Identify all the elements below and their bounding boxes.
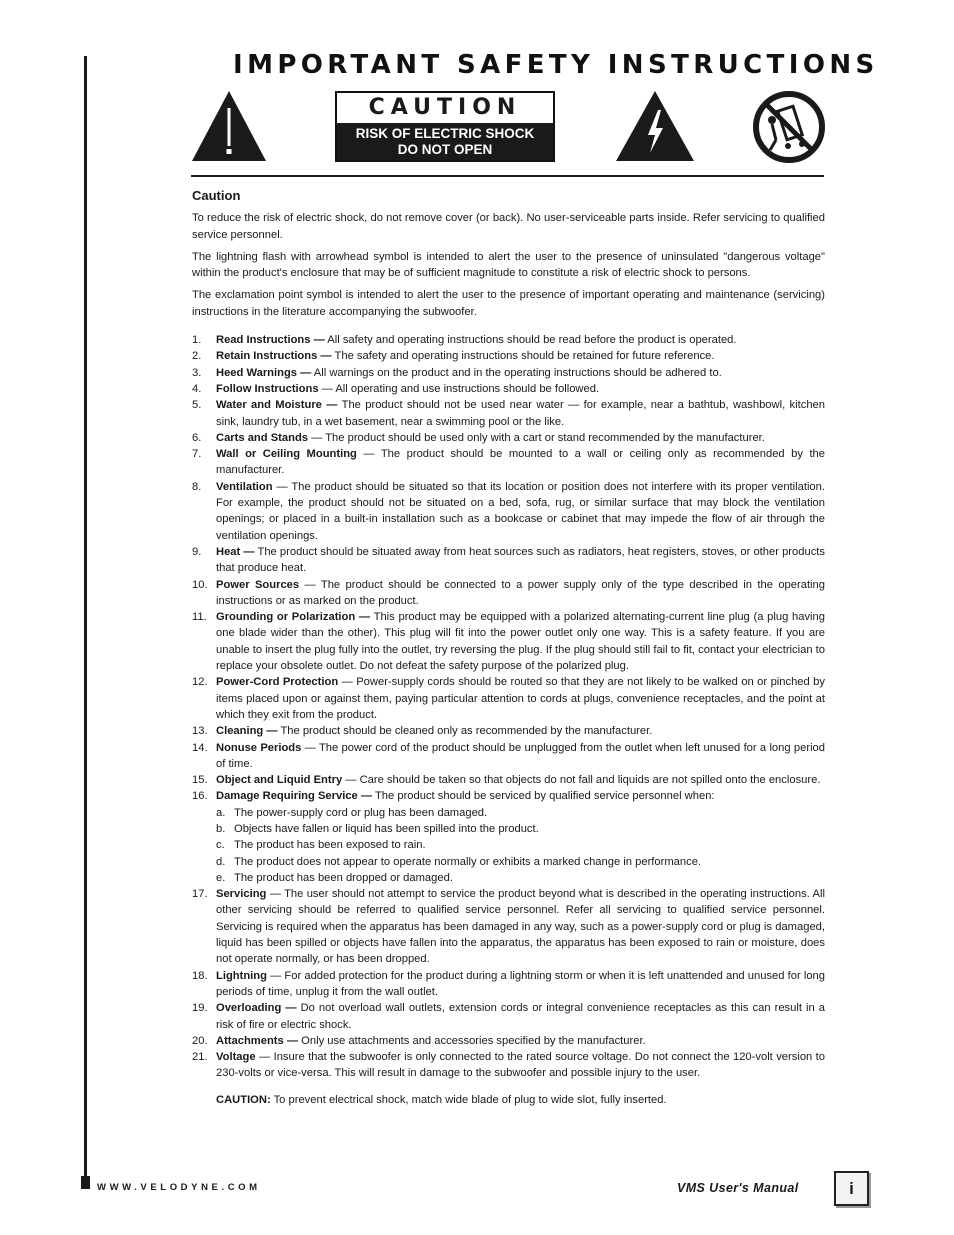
- item-text: — The product should be connected to a power supply only of the type described in the operating instructions or as marked on the product.: [216, 578, 825, 607]
- instruction-item: [192, 772, 825, 788]
- instruction-item: [192, 886, 825, 967]
- sub-item: [216, 854, 825, 870]
- item-title: Lightning: [216, 969, 267, 982]
- sub-item-letter: e.: [216, 871, 226, 884]
- instruction-item: [192, 430, 825, 446]
- item-text: All warnings on the product and in the operating instructions should be adhered to.: [311, 366, 722, 379]
- item-text: Do not overload wall outlets, extension cords or integral convenience receptacles as this can result in a risk of fire or electric shock.: [216, 1002, 825, 1031]
- item-text: The product should be situated away from heat sources such as radiators, heat registers, stoves, or other products that produce heat.: [216, 545, 825, 575]
- instruction-item: [192, 1033, 825, 1049]
- item-title: Heat —: [216, 545, 255, 558]
- damage-sublist: [216, 805, 825, 886]
- final-caution-label: CAUTION:: [216, 1093, 271, 1106]
- item-title: Grounding or Polarization —: [216, 611, 371, 624]
- instruction-item: [192, 577, 825, 610]
- item-text: — The product should be used only with a cart or stand recommended by the manufacturer.: [308, 431, 765, 444]
- instruction-item: [192, 397, 825, 430]
- item-title: Nonuse Periods: [216, 741, 302, 754]
- item-title: Wall or Ceiling Mounting: [216, 448, 357, 461]
- instruction-item: [192, 365, 825, 381]
- item-title: Servicing: [216, 888, 267, 901]
- final-caution-text: To prevent electrical shock, match wide blade of plug to wide slot, fully inserted.: [270, 1093, 667, 1106]
- caution-paragraph: To reduce the risk of electric shock, do not remove cover (or back). No user-serviceable parts inside. Refer servicing to qualified service personnel.: [192, 212, 825, 241]
- item-title: Carts and Stands: [216, 431, 309, 444]
- instruction-item: [192, 479, 825, 544]
- item-number: 10.: [192, 578, 208, 591]
- instruction-item: [192, 1000, 825, 1033]
- header-divider: [191, 175, 824, 177]
- item-text: — For added protection for the product during a lightning storm or when it is left unattended and unused for long periods of time, unplug it from the wall outlet.: [216, 969, 825, 998]
- item-title: Follow Instructions: [216, 382, 319, 395]
- item-title: Retain Instructions —: [216, 350, 332, 363]
- caution-paragraph: The lightning flash with arrowhead symbol is intended to alert the user to the presence of uninsulated "dangerous voltage" within the product's enclosure that may be of sufficient magnitude to constitute a risk of electric shock to persons.: [192, 250, 825, 280]
- sub-item-text: The product has been exposed to rain.: [234, 839, 426, 852]
- main-content: [192, 188, 825, 1108]
- item-title: Damage Requiring Service —: [216, 790, 373, 803]
- item-title: Cleaning —: [216, 725, 278, 738]
- item-text: The product should be cleaned only as recommended by the manufacturer.: [277, 725, 653, 738]
- page-title: IMPORTANT SAFETY INSTRUCTIONS: [233, 50, 879, 80]
- item-title: Power-Cord Protection: [216, 676, 339, 689]
- footer-manual-title: VMS User's Manual: [677, 1181, 799, 1195]
- item-text: All safety and operating instructions should be read before the product is operated.: [324, 334, 737, 347]
- instruction-item: [192, 332, 825, 348]
- item-number: 1.: [192, 334, 202, 347]
- caution-line-1: RISK OF ELECTRIC SHOCK: [355, 126, 535, 141]
- item-number: 14.: [192, 741, 208, 754]
- item-text: This product may be equipped with a polarized alternating-current line plug (a plug having one blade wider than the other). This plug will fit into the power outlet only one way. This is a safety feature. If you are unable to insert the plug fully into the outlet, try reversing the plug. If the plug should still fail to fit, contact your electrician to replace your obsolete outlet. Do not defeat the safety purpose of the polarized plug.: [216, 611, 825, 673]
- cart-tipover-icon: [752, 90, 826, 164]
- item-text: — Care should be taken so that objects do not fall and liquids are not spilled onto the enclosure.: [342, 774, 821, 787]
- item-text: The product should not be used near water — for example, near a bathtub, washbowl, kitchen sink, laundry tub, in a wet basement, near a swimming pool or the like.: [216, 399, 825, 428]
- sub-item-letter: b.: [216, 822, 226, 835]
- sub-item: [216, 870, 825, 886]
- caution-subtext: [337, 123, 553, 160]
- sub-item-text: The product has been dropped or damaged.: [234, 871, 453, 884]
- safety-instructions-list: [192, 332, 825, 1082]
- sub-item: [216, 805, 825, 821]
- instruction-item: [192, 609, 825, 674]
- item-number: 18.: [192, 969, 208, 982]
- instruction-item: [192, 381, 825, 397]
- instruction-item: [192, 740, 825, 773]
- item-number: 16.: [192, 790, 208, 803]
- sub-item-letter: a.: [216, 806, 226, 819]
- item-text: The safety and operating instructions should be retained for future reference.: [331, 350, 715, 363]
- left-margin-rule: [84, 56, 87, 1180]
- item-title: Heed Warnings —: [216, 366, 312, 379]
- caution-line-2: DO NOT OPEN: [397, 142, 493, 157]
- item-text: The product should be serviced by qualified service personnel when:: [372, 790, 715, 803]
- sub-item-text: Objects have fallen or liquid has been spilled into the product.: [234, 822, 539, 835]
- item-title: Object and Liquid Entry: [216, 774, 343, 787]
- item-title: Overloading —: [216, 1002, 297, 1015]
- item-number: 7.: [192, 448, 202, 461]
- sub-item-letter: d.: [216, 855, 226, 868]
- item-number: 2.: [192, 350, 202, 363]
- footer-website: WWW.VELODYNE.COM: [97, 1182, 261, 1193]
- instruction-item: [192, 788, 825, 886]
- item-number: 6.: [192, 431, 202, 444]
- caution-label-box: [335, 91, 555, 162]
- sub-item: [216, 821, 825, 837]
- instruction-item: [192, 674, 825, 723]
- item-text: Only use attachments and accessories specified by the manufacturer.: [298, 1034, 646, 1047]
- final-caution-note: [216, 1092, 825, 1108]
- item-title: Ventilation: [216, 480, 273, 493]
- item-number: 17.: [192, 888, 208, 901]
- instruction-item: [192, 1049, 825, 1082]
- instruction-item: [192, 544, 825, 577]
- caution-word: CAUTION: [368, 95, 522, 120]
- item-number: 12.: [192, 676, 208, 689]
- instruction-item: [192, 446, 825, 479]
- item-text: — All operating and use instructions should be followed.: [318, 382, 600, 395]
- instruction-item: [192, 348, 825, 364]
- item-number: 9.: [192, 545, 202, 558]
- item-number: 19.: [192, 1002, 208, 1015]
- item-title: Attachments —: [216, 1034, 299, 1047]
- item-text: — Insure that the subwoofer is only connected to the rated source voltage. Do not connect the 120-volt version to 230-volts or vice-versa. This will result in damage to the subwoofer and possible injury to the user.: [216, 1051, 825, 1080]
- item-number: 21.: [192, 1051, 208, 1064]
- item-number: 20.: [192, 1034, 208, 1047]
- item-text: — The product should be mounted to a wall or ceiling only as recommended by the manufacturer.: [216, 448, 825, 477]
- sub-item-text: The power-supply cord or plug has been damaged.: [234, 806, 488, 819]
- sub-item: [216, 837, 825, 853]
- instruction-item: [192, 723, 825, 739]
- item-number: 5.: [192, 399, 202, 412]
- caution-paragraph: The exclamation point symbol is intended to alert the user to the presence of important operating and maintenance (servicing) instructions in the literature accompanying the subwoofer.: [192, 289, 825, 318]
- item-text: — The power cord of the product should be unplugged from the outlet when left unused for a long period of time.: [216, 741, 826, 770]
- exclamation-warning-icon: [191, 90, 267, 162]
- item-text: — Power-supply cords should be routed so that they are not likely to be walked on or pinched by items placed upon or against them, paying particular attention to cords at plugs, convenience receptacles, and the point at which they exit from the product.: [216, 676, 825, 721]
- sub-item-letter: c.: [216, 839, 225, 852]
- item-number: 15.: [192, 774, 208, 787]
- item-number: 11.: [192, 611, 207, 624]
- lightning-warning-icon: [615, 90, 695, 162]
- item-number: 8.: [192, 480, 202, 493]
- item-number: 3.: [192, 366, 202, 379]
- item-title: Voltage: [216, 1051, 256, 1064]
- item-number: 4.: [192, 382, 202, 395]
- item-title: Water and Moisture —: [216, 399, 338, 412]
- caution-heading: Caution: [192, 188, 241, 203]
- item-text: — The user should not attempt to service the product beyond what is described in the operating instructions. All other servicing should be referred to qualified service personnel. Refer all servicing to qualified service personnel. Servicing is required when the apparatus has been damaged in any way, such as a power-supply cord or plug is damaged, liquid has been spilled or objects have fallen into the apparatus, the apparatus has been exposed to rain or moisture, does not operate normally, or has been dropped.: [216, 888, 825, 966]
- sub-item-text: The product does not appear to operate normally or exhibits a marked change in performance.: [234, 855, 702, 868]
- left-margin-rule-end: [81, 1176, 90, 1189]
- item-number: 13.: [192, 725, 208, 738]
- item-text: — The product should be situated so that its location or position does not interfere with its proper ventilation. For example, the product should not be situated on a bed, sofa, rug, or similar surface that may block the ventilation openings; or placed in a built-in installation such as a bookcase or cabinet that may impede the flow of air through the ventilation openings.: [216, 480, 825, 542]
- instruction-item: [192, 968, 825, 1001]
- item-title: Power Sources: [216, 578, 300, 591]
- page-number: i: [834, 1171, 869, 1206]
- item-title: Read Instructions —: [216, 334, 325, 347]
